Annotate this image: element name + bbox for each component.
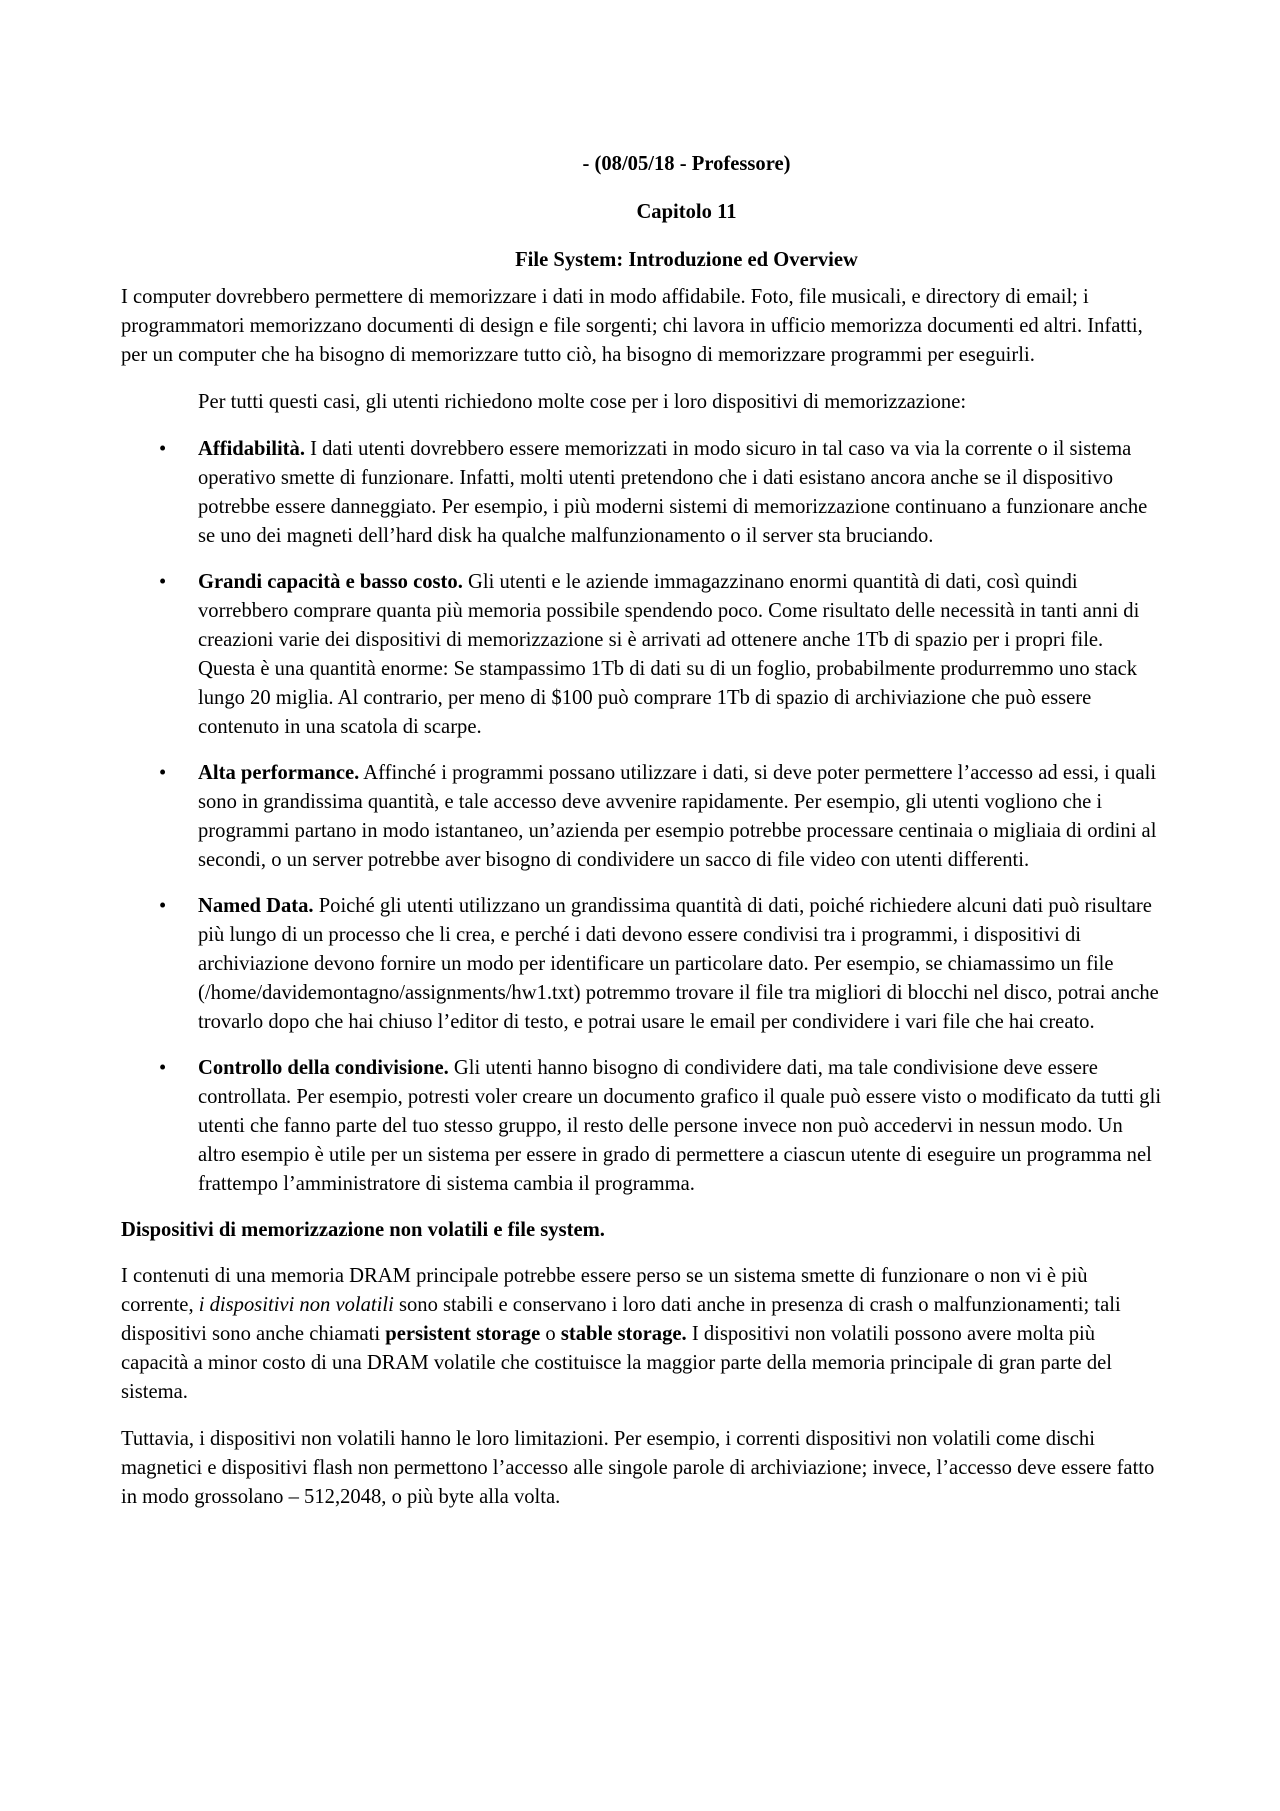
bold-term-stable-storage: stable storage. (560, 1323, 687, 1345)
list-item-text: Gli utenti hanno bisogno di condividere dati, ma tale condivisione deve essere controllata. Per esempio, potresti voler creare un documento grafico il quale può essere visto o modificato da tutti gli utenti che fanno parte del tuo stesso gruppo, il resto delle persone invece non può accedervi in nessun modo. Un altro esempio è utile per un sistema per essere in grado di permettere a ciascun utente di eseguire un programma nel frattempo l’amministratore di sistema cambia il programma. (198, 1057, 1162, 1195)
list-item-term: Named Data. (198, 895, 314, 917)
requirements-list (121, 435, 1162, 1199)
list-item-term: Controllo della condivisione. (198, 1057, 449, 1079)
list-item (121, 892, 1162, 1037)
list-item-text: I dati utenti dovrebbero essere memorizzati in modo sicuro in tal caso va via la corrente o il sistema operativo smette di funzionare. Infatti, molti utenti pretendono che i dati esistano ancora anche se il dispositivo potrebbe essere danneggiato. Per esempio, i più moderni sistemi di memorizzazione continuano a funzionare anche se uno dei magneti dell’hard disk ha qualche malfunzionamento o il server sta bruciando. (198, 438, 1148, 547)
paragraph-text: I dispositivi non volatili possono avere molta più capacità a minor costo di una DRAM volatile che costituisce la maggior parte della memoria principale di gran parte del sistema. (121, 1323, 1113, 1403)
bullet-icon: • (159, 1057, 167, 1079)
intro-lead: Per tutti questi casi, gli utenti richiedono molte cose per i loro dispositivi di memorizzazione: (198, 391, 967, 413)
document-title: File System: Introduzione ed Overview (515, 249, 858, 271)
paragraph-text: o (540, 1323, 561, 1345)
list-item (121, 759, 1162, 875)
list-item-term: Affidabilità. (198, 438, 305, 460)
list-item-term: Grandi capacità e basso costo. (198, 571, 463, 593)
list-item-text: Affinché i programmi possano utilizzare i dati, si deve poter permettere l’accesso ad essi, i quali sono in grandissima quantità, e tale accesso deve avvenire rapidamente. Per esempio, gli utenti vogliono che i programmi partano in modo istantaneo, un’azienda per esempio potrebbe processare centinaia o migliaia di ordini al secondi, o un server potrebbe aver bisogno di condividere un sacco di file video con utenti differenti. (198, 762, 1157, 871)
bullet-icon: • (159, 762, 167, 784)
list-item (121, 435, 1162, 551)
paragraph-text: sono stabili e conservano i loro dati anche in presenza di crash o malfunzionamenti; tali dispositivi sono anche chiamati (121, 1294, 1121, 1345)
section-paragraph-2: Tuttavia, i dispositivi non volatili hanno le loro limitazioni. Per esempio, i correnti dispositivi non volatili come dischi magnetici e dispositivi flash non permettono l’accesso alle singole parole di archiviazione; invece, l’accesso deve essere fatto in modo grossolano – 512,2048, o più byte alla volta. (121, 1428, 1155, 1508)
paragraph-text: I contenuti di una memoria DRAM principale potrebbe essere perso se un sistema smette di funzionare o non vi è più corrente, (121, 1265, 1088, 1316)
section-heading: Dispositivi di memorizzazione non volatili e file system. (121, 1219, 605, 1241)
bullet-icon: • (159, 571, 167, 593)
list-item (121, 568, 1162, 742)
date-line: - (08/05/18 - Professore) (582, 153, 791, 175)
list-item-text: Poiché gli utenti utilizzano un grandissima quantità di dati, poiché richiedere alcuni dati può risultare più lungo di un processo che li crea, e perché i dati devono essere condivisi tra i programmi, i dispositivi di archiviazione devono fornire un modo per identificare un particolare dato. Per esempio, se chiamassimo un file (/home/davidemontagno/assignments/hw1.txt) potremmo trovare il file tra migliori di blocchi nel disco, potrai anche trovarlo dopo che hai chiuso l’editor di testo, e potrai usare le email per condividere i vari file che hai creato. (198, 895, 1159, 1033)
bullet-icon: • (159, 438, 167, 460)
bullet-icon: • (159, 895, 167, 917)
list-item (121, 1054, 1162, 1199)
list-item-text: Gli utenti e le aziende immagazzinano enormi quantità di dati, così quindi vorrebbero comprare quanta più memoria possibile spendendo poco. Come risultato delle necessità in tanti anni di creazioni varie dei dispositivi di memorizzazione si è arrivati ad ottenere anche 1Tb di spazio per i propri file. Questa è una quantità enorme: Se stampassimo 1Tb di dati su di un foglio, probabilmente produrremmo uno stack lungo 20 miglia. Al contrario, per meno di $100 può comprare 1Tb di spazio di archiviazione che può essere contenuto in una scatola di scarpe. (198, 571, 1140, 738)
section-paragraph-1 (121, 1262, 1162, 1407)
list-item-term: Alta performance. (198, 762, 360, 784)
bold-term-persistent-storage: persistent storage (385, 1323, 541, 1345)
intro-paragraph: I computer dovrebbero permettere di memorizzare i dati in modo affidabile. Foto, file musicali, e directory di email; i programmatori memorizzano documenti di design e file sorgenti; chi lavora in ufficio memorizza documenti ed altri. Infatti, per un computer che ha bisogno di memorizzare tutto ciò, ha bisogno di memorizzare programmi per eseguirli. (121, 286, 1143, 366)
chapter-heading: Capitolo 11 (636, 201, 737, 223)
italic-term: i dispositivi non volatili (198, 1294, 394, 1316)
